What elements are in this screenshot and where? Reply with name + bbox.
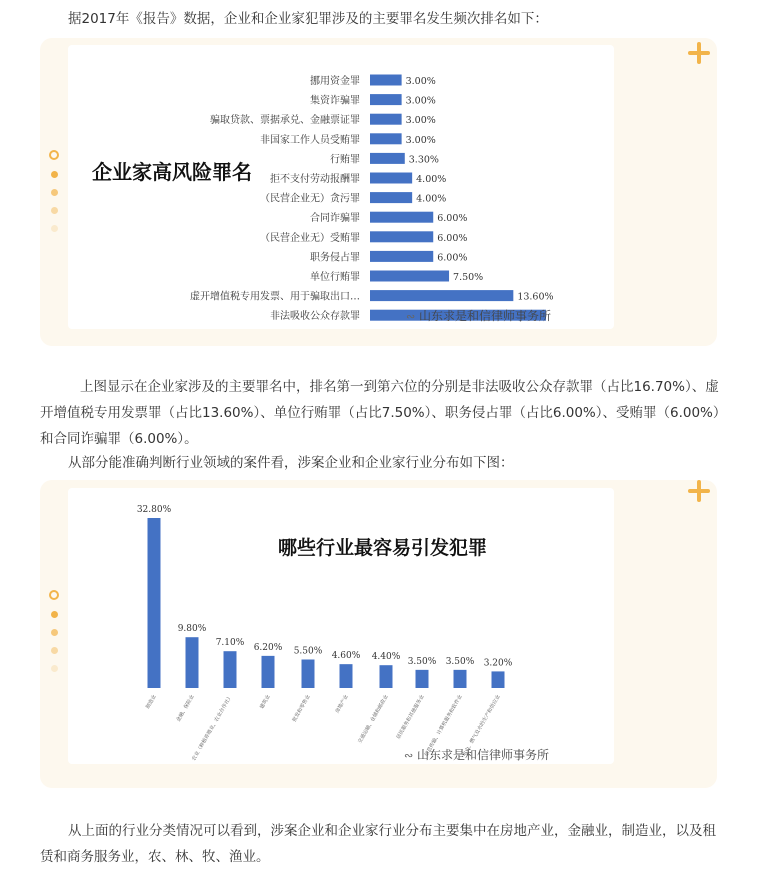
data-label: 9.80% <box>177 624 207 635</box>
data-label: 4.40% <box>371 652 401 663</box>
bar <box>186 637 199 688</box>
data-label: 3.00% <box>405 134 436 146</box>
chart-card-crimes <box>40 38 717 346</box>
intro-paragraph-2: 从部分能准确判断行业领域的案件看，涉案企业和企业家行业分布如下图： <box>68 455 514 471</box>
chart-frame-crimes <box>68 45 614 329</box>
category-label: 房地产业 <box>334 694 350 715</box>
data-label: 3.00% <box>405 76 436 87</box>
bar <box>416 670 429 688</box>
data-label: 6.00% <box>437 252 468 264</box>
category-label: （民营企业无）贪污罪 <box>260 193 360 205</box>
category-label: 单位行贿罪 <box>310 272 360 283</box>
data-label: 3.50% <box>407 656 437 667</box>
bar <box>370 153 405 164</box>
category-label: 居民服务和其他服务业 <box>395 694 426 741</box>
data-label: 6.00% <box>437 213 468 225</box>
data-label: 32.80% <box>136 505 172 515</box>
data-label: 3.00% <box>405 115 436 127</box>
dots-decoration <box>48 150 60 243</box>
summary-paragraph: 上图显示在企业家涉及的主要罪名中，排名第一到第六位的分别是非法吸收公众存款罪（占比16.70%）、虚开增值税专用发票罪（占比13.60%）、单位行贿罪（占比7.50%）、职务侵占罪（占比6.00%）、受贿罪（6.00%）和合同诈骗罪（6.00%）。 <box>40 379 720 447</box>
chart-frame-industries <box>68 488 614 764</box>
watermark-text: 山东求是和信律师事务所 <box>419 309 552 323</box>
bar <box>370 94 402 105</box>
data-label: 3.50% <box>445 656 475 667</box>
watermark <box>404 746 549 763</box>
bar <box>370 231 433 242</box>
category-label: 集资诈骗罪 <box>310 95 360 107</box>
bar <box>380 665 393 688</box>
bar <box>370 173 412 184</box>
watermark <box>406 307 551 324</box>
bar <box>224 651 237 688</box>
category-label: 行贿罪 <box>330 154 360 166</box>
data-label: 3.00% <box>405 95 436 107</box>
data-label: 3.30% <box>408 154 439 166</box>
dots-decoration <box>48 590 60 683</box>
bar <box>370 290 513 301</box>
category-label: 合同诈骗罪 <box>310 213 360 225</box>
data-label: 7.10% <box>215 638 245 649</box>
wechat-icon: ∾ <box>404 749 414 762</box>
data-label: 3.20% <box>483 658 513 669</box>
bar <box>370 133 402 144</box>
bar <box>370 114 402 125</box>
crime-bar-chart <box>68 45 614 329</box>
watermark-text: 山东求是和信律师事务所 <box>417 748 550 762</box>
bar <box>340 664 353 688</box>
industry-bar-chart <box>68 488 614 764</box>
category-label: 金融、保险业 <box>175 694 196 723</box>
data-label: 6.20% <box>253 642 283 653</box>
intro-paragraph-1: 据2017年《报告》数据，企业和企业家犯罪涉及的主要罪名发生频次排名如下： <box>68 11 548 27</box>
category-label: 挪用资金罪 <box>310 76 360 87</box>
bar <box>370 271 449 282</box>
chart-title: 企业家高风险罪名 <box>92 160 252 184</box>
category-label: 虚开增值税专用发票、用于骗取出口… <box>190 291 360 303</box>
bar <box>454 670 467 688</box>
category-label: 拒不支付劳动报酬罪 <box>270 174 360 185</box>
bar <box>370 192 412 203</box>
category-label: 建筑业 <box>259 694 272 711</box>
data-label: 7.50% <box>453 272 484 283</box>
bar <box>262 656 275 688</box>
category-label: 信息传输、计算机服务和软件业 <box>423 694 464 758</box>
data-label: 13.60% <box>517 291 554 303</box>
plus-decoration-icon <box>688 480 710 502</box>
category-label: 交通运输、仓储和邮政业 <box>357 694 390 745</box>
plus-decoration-icon <box>688 42 710 64</box>
category-label: （民营企业无）受贿罪 <box>260 232 360 244</box>
category-label: 批发和零售业 <box>291 694 312 723</box>
data-label: 5.50% <box>293 646 323 657</box>
conclusion-paragraph: 从上面的行业分类情况可以看到，涉案企业和企业家行业分布主要集中在房地产业，金融业，制造业，以及租赁和商务服务业，农、林、牧、渔业。 <box>40 823 716 865</box>
wechat-icon: ∾ <box>406 310 416 323</box>
data-label: 4.00% <box>416 174 447 185</box>
bar <box>370 212 433 223</box>
chart-card-industries <box>40 480 717 788</box>
chart-title: 哪些行业最容易引发犯罪 <box>278 537 488 559</box>
category-label: 职务侵占罪 <box>310 252 360 264</box>
data-label: 4.60% <box>331 651 361 662</box>
category-label: 非法吸收公众存款罪 <box>270 311 360 323</box>
data-label: 4.00% <box>416 193 447 205</box>
bar <box>370 75 402 86</box>
data-label: 6.00% <box>437 232 468 244</box>
category-label: 制造业 <box>145 694 158 711</box>
category-label: 电力、燃气及水的生产和供应业 <box>461 694 502 758</box>
bar <box>302 659 315 688</box>
bar <box>148 518 161 688</box>
bar <box>370 251 433 262</box>
bar <box>492 671 505 688</box>
category-label: 农业（种植养殖业、农业合作社） <box>191 694 234 762</box>
category-label: 骗取贷款、票据承兑、金融票证罪 <box>210 115 360 127</box>
category-label: 非国家工作人员受贿罪 <box>260 134 360 146</box>
